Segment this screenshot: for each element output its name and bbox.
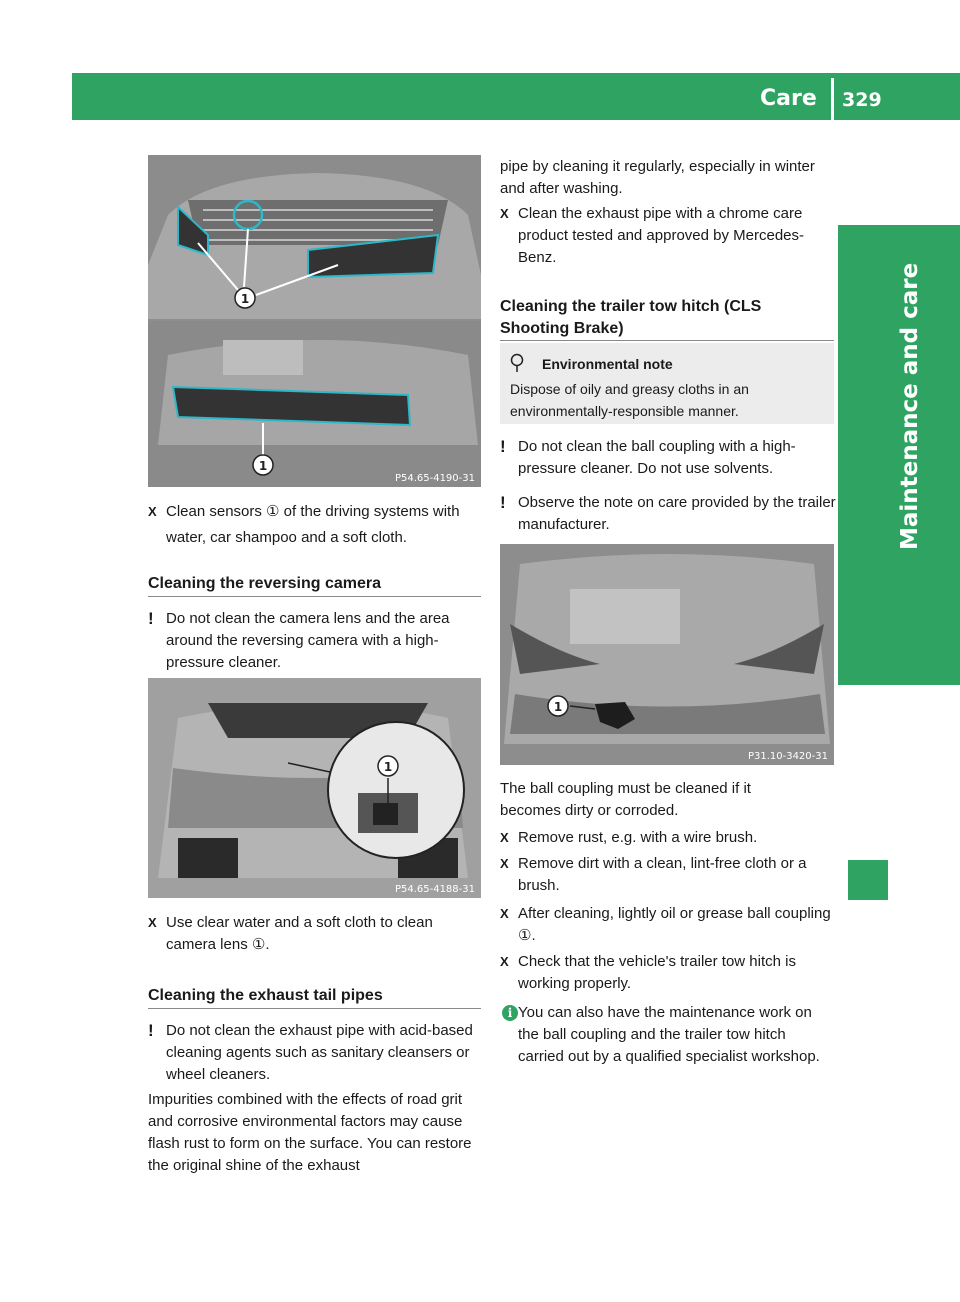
environmental-note-box bbox=[500, 343, 834, 424]
warning-note: ! Do not clean the ball coupling with a high-pressure cleaner. Do not use solvents. bbox=[500, 437, 796, 477]
figure-code: P54.65-4190-31 bbox=[394, 473, 475, 484]
paragraph-exhaust: Impurities combined with the effects of road grit and corrosive environmental factors may cause flash rust to form on the surface. You can restore the original shine of the exhaust bbox=[148, 1091, 472, 1174]
heading-rule bbox=[148, 596, 481, 597]
callout-1-hitch: 1 bbox=[553, 700, 563, 714]
header-divider bbox=[831, 78, 834, 120]
warning-icon: ! bbox=[500, 493, 506, 512]
side-marker bbox=[848, 860, 888, 900]
warning-icon: ! bbox=[500, 437, 506, 456]
instruction-step: X Clean sensors ① of the driving systems with water, car shampoo and a soft cloth. bbox=[148, 499, 483, 551]
warning-icon: ! bbox=[148, 1021, 154, 1040]
info-note: You can also have the maintenance work on the ball coupling and the trailer tow hitch carried out by a qualified specialist workshop. bbox=[518, 1004, 820, 1065]
instruction-step: X After cleaning, lightly oil or grease ball coupling ①. bbox=[500, 903, 836, 947]
warning-note: ! Do not clean the exhaust pipe with acid-based cleaning agents such as sanitary cleansers or wheel cleaners. bbox=[148, 1021, 473, 1083]
callout-1-top: 1 bbox=[240, 292, 250, 306]
callout-1-camera: 1 bbox=[383, 760, 393, 774]
instruction-step: X Remove dirt with a clean, lint-free cloth or a brush. bbox=[500, 853, 836, 897]
camera-illustration bbox=[148, 678, 481, 898]
heading-rule bbox=[500, 340, 834, 341]
figure-sensors bbox=[148, 155, 481, 487]
env-note-title: Environmental note bbox=[542, 356, 673, 372]
lightbulb-icon bbox=[510, 353, 524, 373]
heading-reversing-camera: Cleaning the reversing camera bbox=[148, 575, 381, 592]
section-title: Care bbox=[760, 86, 817, 111]
figure-reversing-camera bbox=[148, 678, 481, 898]
instruction-step: X Check that the vehicle's trailer tow hitch is working properly. bbox=[500, 951, 836, 995]
paragraph-ball-coupling: The ball coupling must be cleaned if it becomes dirty or corroded. bbox=[500, 780, 751, 819]
warning-note: ! Observe the note on care provided by the trailer manufacturer. bbox=[500, 493, 836, 533]
heading-trailer-line2: Shooting Brake) bbox=[500, 320, 624, 337]
page-number: 329 bbox=[842, 89, 882, 111]
figure-code: P54.65-4188-31 bbox=[394, 884, 475, 895]
instruction-step: X Use clear water and a soft cloth to clean camera lens ①. bbox=[148, 912, 483, 956]
figure-code: P31.10-3420-31 bbox=[747, 751, 828, 762]
env-note-text: Dispose of oily and greasy cloths in an environmentally-responsible manner. bbox=[510, 381, 749, 419]
warning-icon: ! bbox=[148, 609, 154, 628]
figure-tow-hitch bbox=[500, 544, 834, 765]
instruction-step: X Remove rust, e.g. with a wire brush. bbox=[500, 827, 836, 849]
heading-exhaust: Cleaning the exhaust tail pipes bbox=[148, 987, 383, 1004]
heading-trailer-line1: Cleaning the trailer tow hitch (CLS bbox=[500, 298, 762, 315]
info-icon: i bbox=[502, 1005, 518, 1021]
side-tab-label: Maintenance and care bbox=[897, 262, 923, 550]
instruction-step: X Clean the exhaust pipe with a chrome care product tested and approved by Mercedes-Benz. bbox=[500, 203, 836, 269]
tow-hitch-illustration bbox=[500, 544, 834, 765]
warning-note: ! Do not clean the camera lens and the area around the reversing camera with a high-pressure cleaner. bbox=[148, 609, 450, 671]
heading-rule bbox=[148, 1008, 481, 1009]
paragraph-continued: pipe by cleaning it regularly, especially in winter and after washing. bbox=[500, 158, 815, 197]
sensors-illustration bbox=[148, 155, 481, 487]
header-bar bbox=[72, 73, 960, 120]
callout-1-bottom: 1 bbox=[258, 459, 268, 473]
